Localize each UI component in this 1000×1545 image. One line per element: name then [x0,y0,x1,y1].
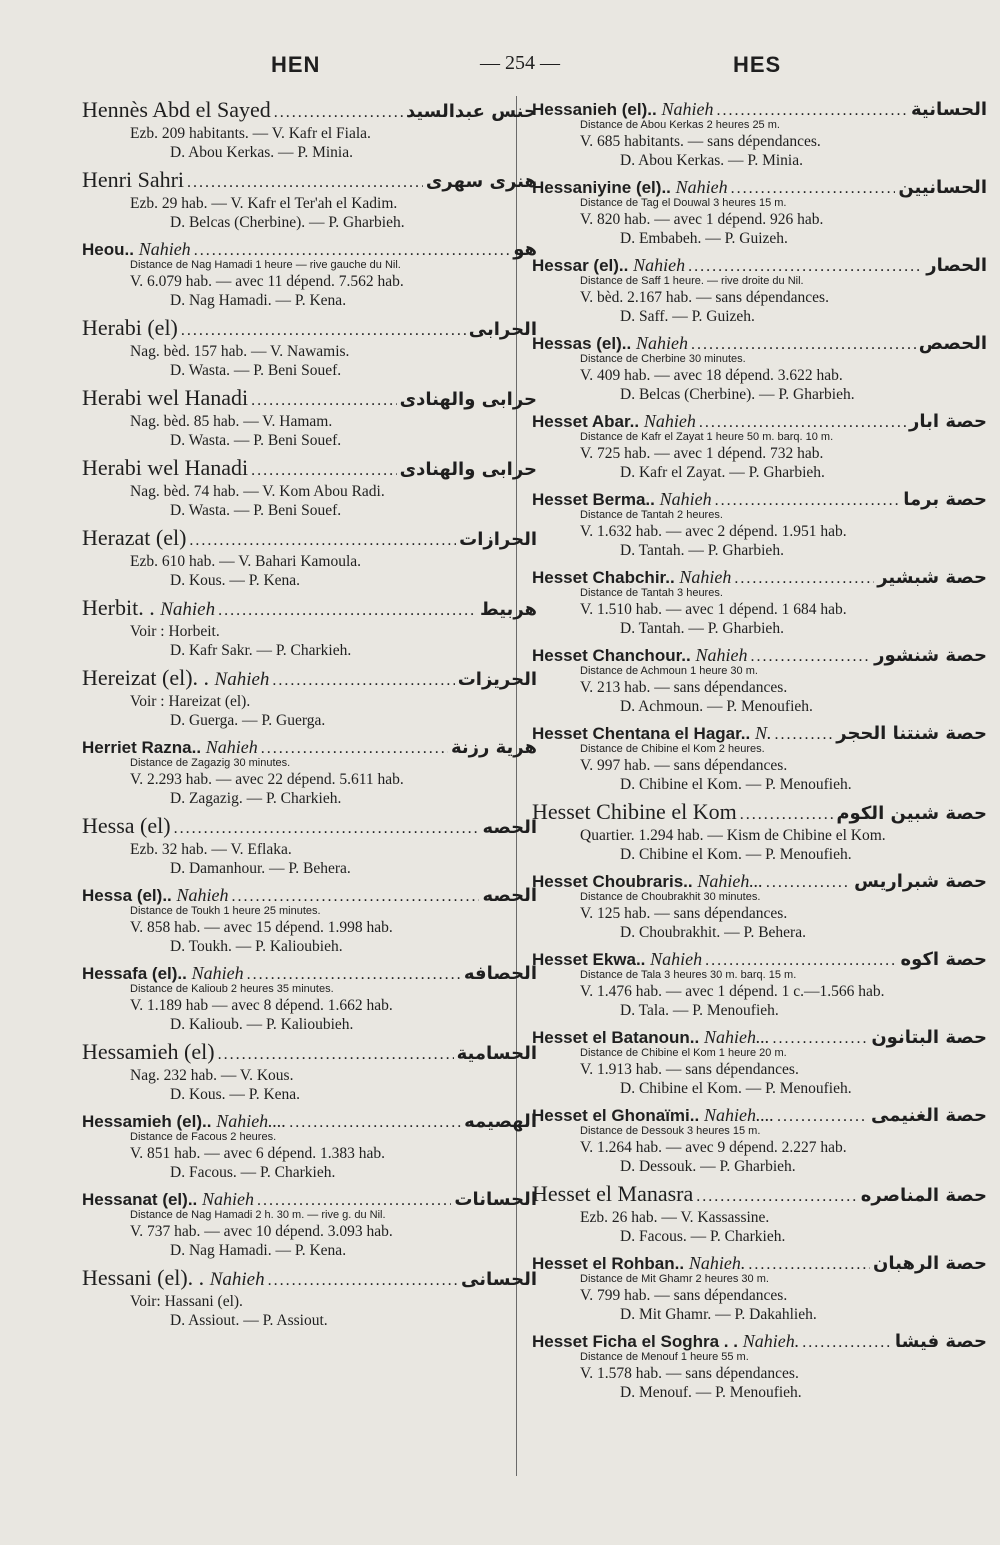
entry-name-text: Hesset Choubraris.. [532,872,693,891]
entry-distance: Distance de Tantah 2 heures. [580,509,723,521]
gazetteer-entry [82,594,537,660]
entry-qualifier: Nahieh [695,645,748,665]
gazetteer-entry [82,1264,537,1330]
running-head-right: HES [733,52,782,77]
entry-name [82,594,215,622]
entry-district-line: D. Chibine el Kom. — P. Menoufieh. [620,776,852,793]
entry-headword-line [82,96,537,124]
gazetteer-entry [532,408,987,482]
entry-name-text: Hesset Abar.. [532,412,640,431]
entry-arabic-name: حصة فيشا [894,1331,987,1352]
entry-qualifier: Nahieh [209,1269,265,1290]
entry-name-text: Hessamieh (el) [82,1039,215,1064]
entry-population-line: Ezb. 26 hab. — V. Kassassine. [580,1209,770,1226]
entry-arabic-name: حصة ابار [909,411,987,432]
entry-distance: Distance de Tala 3 heures 30 m. barq. 15 m. [580,969,797,981]
entry-qualifier: Nahieh [675,177,728,197]
entry-name-text: Hesset Chabchir.. [532,568,675,587]
entry-headword-line [82,664,537,692]
entry-distance: Distance de Dessouk 3 heures 15 m. [580,1125,761,1137]
dot-leader [218,1041,454,1066]
entry-population-line: V. bèd. 2.167 hab. — sans dépendances. [580,289,829,306]
entry-qualifier: Nahieh [679,567,732,587]
gazetteer-entry [532,174,987,248]
entry-qualifier: Nahieh [202,1189,254,1209]
entry-arabic-name: حصة الغنيمى [871,1105,987,1126]
running-head-left: HEN [271,52,321,77]
entry-name-text: Herazat (el) [82,525,187,550]
entry-district-line: D. Mit Ghamr. — P. Dakahlieh. [620,1306,817,1323]
dot-leader [289,1109,461,1136]
gazetteer-entry [532,1250,987,1324]
entry-district-line: D. Wasta. — P. Beni Souef. [170,502,342,519]
entry-population-line: V. 725 hab. — avec 1 dépend. 732 hab. [580,445,824,462]
entry-distance: Distance de Nag Hamadi 2 h. 30 m. — rive g. du Nil. [130,1209,386,1221]
entry-headword-line [82,454,537,482]
entry-headword-line [82,524,537,552]
gazetteer-entry [532,642,987,716]
entry-population-line: V. 1.189 hab — avec 8 dépend. 1.662 hab. [130,997,393,1014]
entry-arabic-name: حصة شنتنا الحجر [836,723,987,744]
entry-headword-line [532,798,987,826]
entry-name-text: Herriet Razna.. [82,738,202,757]
entry-distance: Distance de Zagazig 30 minutes. [130,757,291,769]
entry-arabic-name: الحصص [918,333,987,354]
entry-name [82,96,271,123]
gazetteer-entry [532,720,987,794]
dot-leader [766,869,851,896]
dot-leader [218,597,477,622]
entry-district-line: D. Wasta. — P. Beni Souef. [170,362,342,379]
entry-distance: Distance de Menouf 1 heure 55 m. [580,1351,749,1363]
entry-population-line: V. 737 hab. — avec 10 dépend. 3.093 hab. [130,1223,393,1240]
gazetteer-entry [82,882,537,956]
entry-name [82,314,178,341]
entry-name-text: Hesset el Batanoun.. [532,1028,700,1047]
gazetteer-entry [82,960,537,1034]
entry-qualifier: Nahieh [176,885,229,905]
gazetteer-entry [532,868,987,942]
entry-district-line: D. Choubrakhit. — P. Behera. [620,924,806,941]
entry-name-text: Hesset el Ghonaïmi.. [532,1106,700,1125]
entry-population-line: V. 1.510 hab. — avec 1 dépend. 1 684 hab. [580,601,847,618]
gazetteer-entry [532,1102,987,1176]
entry-headword-line [82,384,537,412]
entry-arabic-name: الحصافه [463,963,537,984]
gazetteer-entry [82,1108,537,1182]
gazetteer-entry [82,664,537,730]
entry-distance: Distance de Chibine el Kom 1 heure 20 m. [580,1047,787,1059]
entry-arabic-name: الحصار [926,255,987,276]
entry-qualifier: Nahieh [635,333,688,353]
entry-population-line: V. 820 hab. — avec 1 dépend. 926 hab. [580,211,824,228]
entry-population-line: Nag. bèd. 74 hab. — V. Kom Abou Radi. [130,483,385,500]
entry-population-line: V. 1.632 hab. — avec 2 dépend. 1.951 hab. [580,523,847,540]
entry-distance: Distance de Choubrakhit 30 minutes. [580,891,761,903]
entry-population-line: V. 1.578 hab. — sans dépendances. [580,1365,799,1382]
page-number: — 254 — [480,52,560,74]
entry-distance: Distance de Kalioub 2 heures 35 minutes. [130,983,334,995]
entry-qualifier: Nahieh... [703,1027,770,1047]
gazetteer-entry [532,252,987,326]
entry-population-line: V. 6.079 hab. — avec 11 dépend. 7.562 hab. [130,273,404,290]
entry-district-line: D. Achmoun. — P. Menoufieh. [620,698,813,715]
entry-district-line: D. Facous. — P. Charkieh. [620,1228,786,1245]
entry-name-text: Hesset Chentana el Hagar.. [532,724,751,743]
entry-name-text: Hesset Chibine el Kom [532,799,737,824]
entry-arabic-name: حرابى والهنادى [399,389,537,410]
dot-leader [734,565,874,592]
entry-qualifier: N. [755,723,772,743]
dot-leader [187,169,423,194]
entry-district-line: D. Zagazig. — P. Charkieh. [170,790,342,807]
entry-name-text: Hessas (el).. [532,334,632,353]
right-column [532,96,987,1506]
dot-leader [696,1183,858,1208]
gazetteer-entry [532,486,987,560]
entry-population-line: V. 1.476 hab. — avec 1 dépend. 1 c.—1.566 hab. [580,983,885,1000]
entry-population-line: V. 851 hab. — avec 6 dépend. 1.383 hab. [130,1145,385,1162]
entry-name-text: Hessanat (el).. [82,1190,198,1209]
entry-distance: Distance de Saff 1 heure. — rive droite du Nil. [580,275,804,287]
entry-distance: Distance de Toukh 1 heure 25 minutes. [130,905,321,917]
entry-population-line: Ezb. 209 habitants. — V. Kafr el Fiala. [130,125,371,142]
gazetteer-entry [82,734,537,808]
entry-district-line: D. Facous. — P. Charkieh. [170,1164,336,1181]
entry-population-line: V. 2.293 hab. — avec 22 dépend. 5.611 hab. [130,771,404,788]
entry-district-line: D. Dessouk. — P. Gharbieh. [620,1158,796,1175]
entry-name-text: Hessamieh (el).. [82,1112,212,1131]
entry-arabic-name: هرية رزنة [450,737,537,758]
entry-population-line: V. 685 habitants. — sans dépendances. [580,133,821,150]
entry-arabic-name: حصة البتانون [871,1027,987,1048]
dot-leader [268,1267,458,1292]
entry-arabic-name: هربيط [479,599,537,620]
entry-district-line: D. Tala. — P. Menoufieh. [620,1002,779,1019]
entry-qualifier: Nahieh [214,669,270,690]
entry-qualifier: Nahieh [160,599,216,620]
entry-name-text: Herabi wel Hanadi [82,455,249,480]
entry-qualifier: Nahieh [138,239,191,259]
entry-district-line: D. Saff. — P. Guizeh. [620,308,755,325]
entry-arabic-name: الحصه [482,817,537,838]
gazetteer-entry [82,524,537,590]
entry-name [82,1264,265,1292]
entry-distance: Distance de Chibine el Kom 2 heures. [580,743,765,755]
gazetteer-entry [82,236,537,310]
entry-name-text: Hennès Abd el Sayed [82,97,271,122]
entry-arabic-name: حرابى والهنادى [399,459,537,480]
left-column [82,96,537,1506]
dot-leader [174,815,480,840]
entry-name [82,664,269,692]
entry-population-line: V. 125 hab. — sans dépendances. [580,905,788,922]
entry-arabic-name: الهصيمه [464,1111,537,1132]
gazetteer-entry [82,384,537,450]
entry-population-line: Ezb. 32 hab. — V. Eflaka. [130,841,292,858]
entry-arabic-name: حصة الرهبان [873,1253,987,1274]
entry-district-line: D. Menouf. — P. Menoufieh. [620,1384,802,1401]
entry-district-line: D. Kous. — P. Kena. [170,572,301,589]
gazetteer-entry [532,330,987,404]
entry-name [82,454,248,481]
entry-qualifier: Nahieh. [688,1253,746,1273]
entry-district-line: D. Kous. — P. Kena. [170,1086,301,1103]
entry-population-line: Voir : Horbeit. [130,623,220,640]
entry-qualifier: Nahieh... [697,871,763,891]
entry-name [82,166,184,193]
entry-arabic-name: الحريزات [457,669,537,690]
dot-leader [189,527,456,552]
gazetteer-entry [532,798,987,864]
entry-name-text: Hesset el Manasra [532,1181,694,1206]
dot-leader [251,387,396,412]
gazetteer-entry [532,946,987,1020]
entry-population-line: Nag. bèd. 157 hab. — V. Nawamis. [130,343,350,360]
gazetteer-entry [82,166,537,232]
entry-district-line: D. Chibine el Kom. — P. Menoufieh. [620,1080,852,1097]
dot-leader [274,99,403,124]
entry-distance: Distance de Mit Ghamr 2 heures 30 m. [580,1273,769,1285]
entry-population-line: V. 409 hab. — avec 18 dépend. 3.622 hab. [580,367,843,384]
entry-name-text: Heou.. [82,240,134,259]
entry-district-line: D. Kafr Sakr. — P. Charkieh. [170,642,352,659]
gazetteer-entry [532,96,987,170]
entry-name-text: Hessafa (el).. [82,964,187,983]
entry-arabic-name: حصة شبين الكوم [836,803,987,824]
entry-distance: Distance de Nag Hamadi 1 heure — rive gauche du Nil. [130,259,401,271]
entry-arabic-name: حصة برما [903,489,987,510]
entry-headword-line [82,166,537,194]
entry-population-line: V. 997 hab. — sans dépendances. [580,757,788,774]
entry-name-text: Hessa (el) [82,813,171,838]
entry-name-text: Hesset el Rohban.. [532,1254,685,1273]
dot-leader [715,487,901,514]
entry-headword-line [82,812,537,840]
entry-arabic-name: الحرابى [468,319,537,340]
dot-leader [181,317,466,342]
entry-distance: Distance de Cherbine 30 minutes. [580,353,746,365]
entry-population-line: Ezb. 29 hab. — V. Kafr el Ter'ah el Kadim. [130,195,398,212]
entry-population-line: V. 799 hab. — sans dépendances. [580,1287,788,1304]
entry-arabic-name: هنرى سهرى [425,171,537,192]
entry-arabic-name: الحسانات [454,1189,537,1210]
entry-name [82,524,186,551]
entry-headword-line [82,1038,537,1066]
entry-arabic-name: الحسانى [461,1269,537,1290]
entry-name-text: Henri Sahri [82,167,185,192]
dot-leader [775,721,834,748]
entry-arabic-name: حصة شبراريس [854,871,987,892]
entry-name-text: Hessani (el). . [82,1265,205,1290]
entry-arabic-name: هو [513,239,537,260]
entry-distance: Distance de Tantah 3 heures. [580,587,723,599]
gazetteer-entry [532,1328,987,1402]
entry-headword-line [82,1264,537,1292]
gazetteer-entry [532,1024,987,1098]
dot-leader [740,801,834,826]
entry-district-line: D. Embabeh. — P. Guizeh. [620,230,788,247]
entry-qualifier: Nahieh [659,489,712,509]
entry-arabic-name: حنس عبدالسيد [405,101,537,122]
dot-leader [777,1103,868,1130]
entry-headword-line [82,594,537,622]
entry-population-line: V. 213 hab. — sans dépendances. [580,679,788,696]
entry-distance: Distance de Tag el Douwal 3 heures 15 m. [580,197,787,209]
entry-arabic-name: الحسانية [911,99,987,120]
entry-name [82,1038,215,1065]
dot-leader [272,667,454,692]
entry-district-line: D. Damanhour. — P. Behera. [170,860,351,877]
entry-name-text: Hesset Ficha el Soghra . . [532,1332,738,1351]
entry-name-text: Hessanieh (el).. [532,100,657,119]
gazetteer-entry [82,812,537,878]
entry-qualifier: Nahieh [191,963,244,983]
entry-population-line: V. 1.913 hab. — sans dépendances. [580,1061,799,1078]
dot-leader [750,643,871,670]
entry-distance: Distance de Kafr el Zayat 1 heure 50 m. barq. 10 m. [580,431,834,443]
entry-arabic-name: الحرازات [459,529,537,550]
dot-leader [802,1329,892,1356]
gazetteer-entry [532,564,987,638]
entry-population-line: Nag. 232 hab. — V. Kous. [130,1067,294,1084]
entry-population-line: Nag. bèd. 85 hab. — V. Hamam. [130,413,333,430]
entry-district-line: D. Belcas (Cherbine). — P. Gharbieh. [620,386,855,403]
entry-name-text: Herabi wel Hanadi [82,385,249,410]
entry-name-text: Herbit. . [82,595,155,620]
dot-leader [772,1025,868,1052]
entry-arabic-name: حصة المناصره [860,1185,987,1206]
entry-district-line: D. Wasta. — P. Beni Souef. [170,432,342,449]
entry-district-line: D. Chibine el Kom. — P. Menoufieh. [620,846,852,863]
entry-district-line: D. Toukh. — P. Kalioubieh. [170,938,343,955]
entry-name [532,798,737,825]
entry-district-line: D. Nag Hamadi. — P. Kena. [170,1242,347,1259]
entry-name-text: Hessa (el).. [82,886,172,905]
entry-qualifier: Nahieh.... [216,1111,287,1131]
gazetteer-entry [82,1186,537,1260]
entry-name [82,812,171,839]
gazetteer-entry [532,1180,987,1246]
entry-arabic-name: الحسامية [456,1043,537,1064]
entry-district-line: D. Guerga. — P. Guerga. [170,712,326,729]
entry-population-line: V. 858 hab. — avec 15 dépend. 1.998 hab. [130,919,393,936]
entry-population-line: V. 1.264 hab. — avec 9 dépend. 2.227 hab. [580,1139,847,1156]
entry-name-text: Hesset Chanchour.. [532,646,691,665]
gazetteer-entry [82,96,537,162]
entry-name-text: Hesset Ekwa.. [532,950,646,969]
entry-district-line: D. Nag Hamadi. — P. Kena. [170,292,347,309]
entry-arabic-name: حصة شنشور [874,645,987,666]
entry-district-line: D. Abou Kerkas. — P. Minia. [620,152,803,169]
entry-name-text: Hesset Berma.. [532,490,655,509]
dot-leader [251,457,396,482]
page-header [0,44,1000,84]
entry-qualifier: Nahieh [661,99,714,119]
entry-distance: Distance de Facous 2 heures. [130,1131,277,1143]
gazetteer-entry [82,1038,537,1104]
entry-district-line: D. Abou Kerkas. — P. Minia. [170,144,353,161]
gazetteer-entry [82,314,537,380]
entry-arabic-name: حصة شبشير [877,567,987,588]
entry-district-line: D. Tantah. — P. Gharbieh. [620,620,784,637]
entry-qualifier: Nahieh [643,411,696,431]
entry-name-text: Hereizat (el). . [82,665,210,690]
entry-qualifier: Nahieh. [742,1331,800,1351]
entry-population-line: Ezb. 610 hab. — V. Bahari Kamoula. [130,553,362,570]
entry-district-line: D. Assiout. — P. Assiout. [170,1312,328,1329]
entry-arabic-name: الحسانيين [898,177,987,198]
entry-headword-line [82,314,537,342]
entry-arabic-name: الحصه [482,885,537,906]
entry-population-line: Voir : Hareizat (el). [130,693,251,710]
entry-name-text: Herabi (el) [82,315,178,340]
gazetteer-entry [82,454,537,520]
entry-district-line: D. Kafr el Zayat. — P. Gharbieh. [620,464,825,481]
entry-population-line: Quartier. 1.294 hab. — Kism de Chibine el Kom. [580,827,886,844]
entry-name [532,1180,693,1207]
entry-qualifier: Nahieh [633,255,686,275]
entry-arabic-name: حصة اكوه [900,949,987,970]
entry-district-line: D. Kalioub. — P. Kalioubieh. [170,1016,354,1033]
entry-name-text: Hessaniyine (el).. [532,178,671,197]
entry-qualifier: Nahieh.... [703,1105,774,1125]
entry-district-line: D. Belcas (Cherbine). — P. Gharbieh. [170,214,405,231]
entry-distance: Distance de Abou Kerkas 2 heures 25 m. [580,119,780,131]
entry-name-text: Hessar (el).. [532,256,629,275]
entry-qualifier: Nahieh [205,737,258,757]
entry-qualifier: Nahieh [650,949,703,969]
entry-headword-line [532,1180,987,1208]
entry-population-line: Voir: Hassani (el). [130,1293,243,1310]
entry-district-line: D. Tantah. — P. Gharbieh. [620,542,784,559]
entry-distance: Distance de Achmoun 1 heure 30 m. [580,665,758,677]
entry-name [82,384,248,411]
